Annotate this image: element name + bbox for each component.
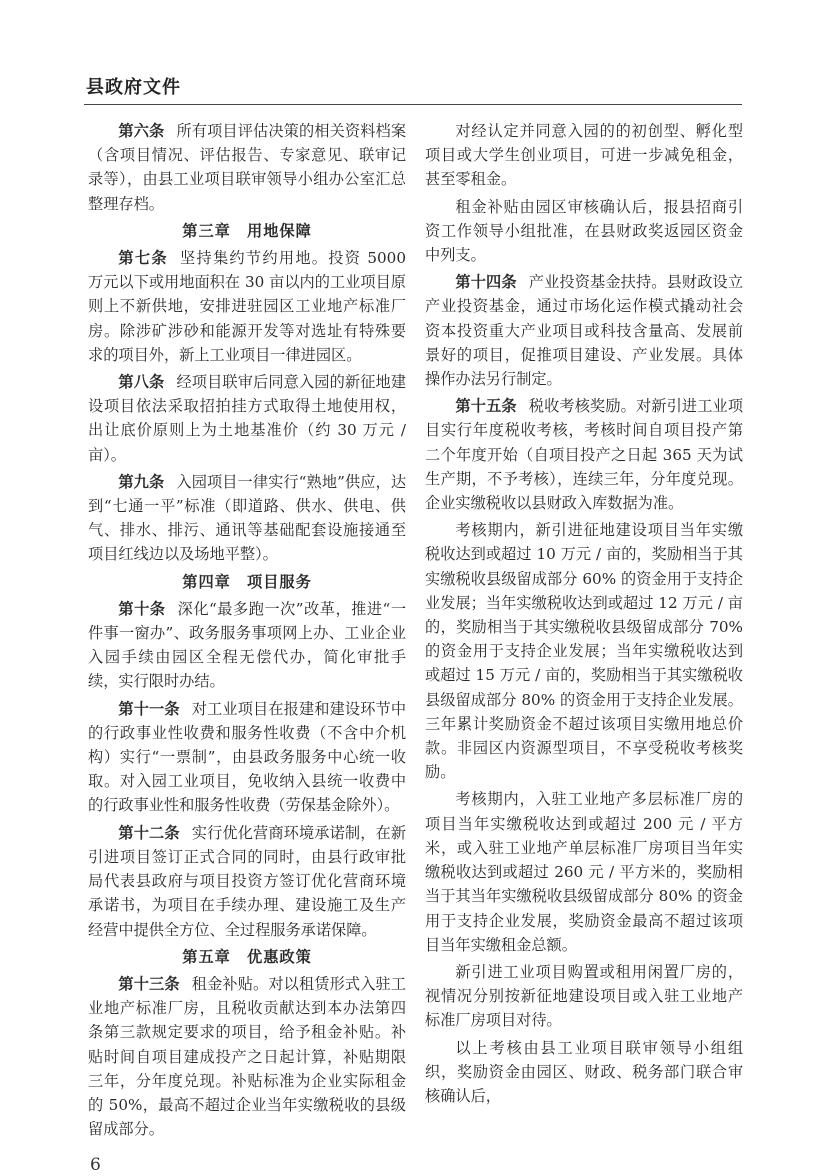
article-text: 经项目联审后同意入园的新征地建设项目依法采取招拍挂方式取得土地使用权，出让底价原则上为土地基准价（约 30 万元 / 亩）。 xyxy=(88,373,407,464)
article-paragraph xyxy=(88,597,406,694)
article-text: 以上考核由县工业项目联审领导小组组织，奖励资金由园区、财政、税务部门联合审核确认后， xyxy=(425,1038,743,1105)
article-text: 新引进工业项目购置或租用闲置厂房的，视情况分别按新征地建设项目或入驻工业地产标准厂房项目对待。 xyxy=(425,962,743,1030)
article-paragraph xyxy=(425,195,743,268)
left-column-wrap xyxy=(88,119,406,1176)
article-paragraph xyxy=(88,119,406,216)
article-text: 产业投资基金扶持。县财政设立产业投资基金，通过市场化运作模式撬动社会资本投资重大产业项目或科技含量高、发展前景好的项目，促推项目建设、产业发展。具体操作办法另行制定。 xyxy=(425,273,744,389)
article-paragraph xyxy=(425,270,743,391)
article-text: 所有项目评估决策的相关资料档案（含项目情况、评估报告、专家意见、联审记录等），由县工业项目联审领导小组办公室汇总整理存档。 xyxy=(88,122,407,213)
article-number: 第十四条 xyxy=(455,273,517,292)
article-paragraph xyxy=(88,370,406,467)
right-column xyxy=(425,119,743,1111)
article-paragraph xyxy=(425,119,743,192)
chapter-heading: 第四章 项目服务 xyxy=(182,572,312,591)
article-text: 深化“最多跑一次”改革，推进“一件事一窗办”、政务服务事项网上办、工业企业入园手续由园区全程无偿代办，简化审批手续，实行限时办结。 xyxy=(88,599,407,691)
article-number: 第七条 xyxy=(118,249,168,268)
chapter-heading: 第三章 用地保障 xyxy=(182,221,312,240)
article-number: 第十三条 xyxy=(118,974,180,993)
article-text: 对经认定并同意入园的的初创型、孵化型项目或大学生创业项目，可进一步减免租金，甚至零租金。 xyxy=(425,122,743,189)
article-paragraph xyxy=(425,1036,743,1109)
article-text: 租金补贴。对以租赁形式入驻工业地产标准厂房，且税收贡献达到本办法第四条第三款规定要求的项目，给予租金补贴。补贴时间自项目建成投产之日起计算，补贴期限三年，分年度兑现。补贴标准为企业实际租金的 50%，最高不超过企业当年实缴税收的县级留成部分。 xyxy=(88,974,407,1139)
running-header: 县政府文件 xyxy=(86,77,181,98)
left-column xyxy=(88,119,406,1144)
article-text: 考核期内，入驻工业地产多层标准厂房的项目当年实缴税收达到或超过 200 元 / 平方米，或入驻工业地产单层标准厂房项目当年实缴税收达到或超过 260 元 / 平方米的，奖励相当于其当年实缴税收县级留成部分 80% 的资金用于支持企业发展，奖励资金最高不超过该项目当年实缴租金总额。 xyxy=(425,790,743,954)
article-paragraph xyxy=(88,972,406,1141)
article-text: 坚持集约节约用地。投资 5000 万元以下或用地面积在 30 亩以内的工业项目原则上不新供地，安排进驻园区工业地产标准厂房。除涉矿涉砂和能源开发等对选址有特殊要求的项目外，新上工业项目一律进园区。 xyxy=(88,249,407,364)
article-number: 第六条 xyxy=(118,122,165,140)
article-text: 实行优化营商环境承诺制，在新引进项目签订正式合同的同时，由县行政审批局代表县政府与项目投资方签订优化营商环境承诺书，为项目在手续办理、建设施工及生产经营中提供全方位、全过程服务承诺保障。 xyxy=(88,823,407,939)
article-text: 对工业项目在报建和建设环节中的行政事业性收费和服务性收费（不含中介机构）实行“一票制”，由县政务服务中心统一收取。对入园工业项目，免收纳入县统一收费中的行政事业性和服务性收费（劳保基金除外）。 xyxy=(88,699,407,815)
article-number: 第九条 xyxy=(118,472,165,491)
body-columns xyxy=(88,119,743,1176)
article-paragraph xyxy=(425,787,743,956)
article-number: 第十五条 xyxy=(455,397,517,416)
article-text: 入园项目一律实行“熟地”供应，达到“七通一平”标准（即道路、供水、供电、供气、排水、排污、通讯等基础配套设施接通至项目红线边以及场地平整）。 xyxy=(88,472,407,564)
article-paragraph xyxy=(88,697,406,818)
chapter-heading: 第五章 优惠政策 xyxy=(182,947,312,966)
article-paragraph xyxy=(88,246,406,367)
article-text: 考核期内，新引进征地建设项目当年实缴税收达到或超过 10 万元 / 亩的，奖励相当于其实缴税收县级留成部分 60% 的资金用于支持企业发展；当年实缴税收达到或超过 12 万元 / 亩的，奖励相当于其实缴税收县级留成部分 70% 的资金用于支持企业发展；当年实缴税收达到或超过 15 万元 / 亩的，奖励相当于其实缴税收县级留成部分 80% 的资金用于支持企业发展。三年累计奖励资金不超过该项目实缴用地总价款。非园区内资源型项目，不享受税收考核奖励。 xyxy=(425,521,743,782)
right-column-wrap xyxy=(425,119,743,1111)
article-number: 第十二条 xyxy=(118,823,180,842)
article-text: 税收考核奖励。对新引进工业项目实行年度税收考核，考核时间自项目投产第二个年度开始（自项目投产之日起 365 天为试生产期，不予考核），连续三年，分年度兑现。企业实缴税收以县财政入库数据为准。 xyxy=(425,397,744,513)
article-number: 第十一条 xyxy=(118,699,180,718)
article-paragraph xyxy=(425,518,743,784)
page-number: 6 xyxy=(90,1155,101,1176)
article-paragraph xyxy=(88,821,406,942)
article-paragraph xyxy=(425,394,743,515)
article-paragraph xyxy=(88,470,406,567)
article-number: 第十条 xyxy=(118,599,166,618)
article-number: 第八条 xyxy=(118,373,165,392)
article-text: 租金补贴由园区审核确认后，报县招商引资工作领导小组批准，在县财政奖返园区资金中列支。 xyxy=(425,197,743,265)
header-rule xyxy=(84,104,742,105)
article-paragraph xyxy=(425,960,743,1033)
